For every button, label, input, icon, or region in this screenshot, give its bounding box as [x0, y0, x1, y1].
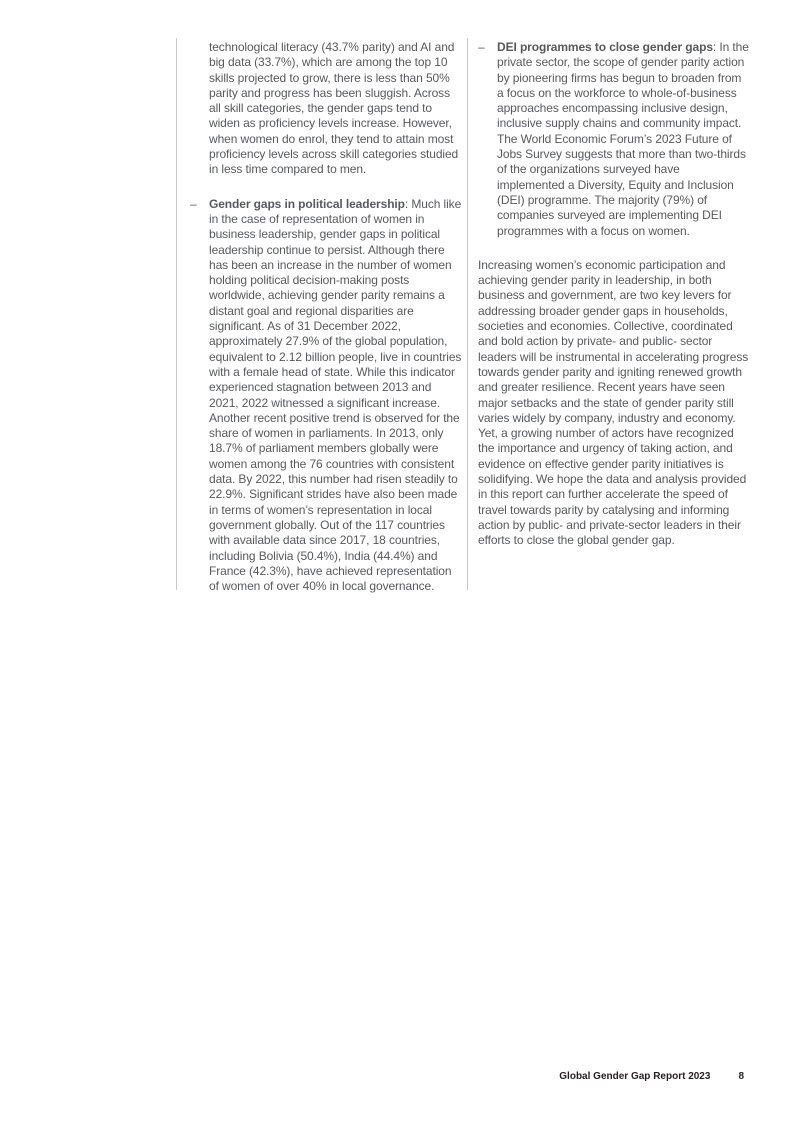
- continuation-paragraph: technological literacy (43.7% parity) and AI and big data (33.7%), which are among the top 10 skills projected to grow, there is less than 50% parity and progress has been sluggish. Across all skill categories, the gender gaps tend to widen as proficiency levels increase. However, when women do enrol, they tend to attain most proficiency levels across skill categories studied in less time compared to men.: [209, 40, 459, 177]
- left-column-rule: [176, 38, 177, 590]
- bullet-dash: –: [190, 196, 197, 211]
- left-column: [190, 40, 462, 594]
- page-number: 8: [738, 1071, 744, 1082]
- bullet-heading: DEI programmes to close gender gaps: [497, 40, 713, 54]
- bullet-body-text: : In the private sector, the scope of gender parity action by pioneering firms has begun to broaden from a focus on the workforce to whole-of-business approaches encompassing inclusive design, inclusive supply chains and community impact. The World Economic Forum’s 2023 Future of Jobs Survey suggests that more than two-thirds of the organizations surveyed have implemented a Diversity, Equity and Inclusion (DEI) programme. The majority (79%) of companies surveyed are implementing DEI programmes with a focus on women.: [497, 40, 749, 238]
- bullet-item-dei-programmes: [478, 40, 750, 239]
- bullet-item-political-leadership: [190, 197, 462, 595]
- report-title: Global Gender Gap Report 2023: [559, 1071, 711, 1082]
- right-column: [478, 40, 750, 549]
- column-divider-rule: [467, 38, 468, 590]
- closing-paragraph: Increasing women’s economic participation and achieving gender parity in leadership, in both business and government, are two key levers for addressing broader gender gaps in households, societies and economies. Collective, coordinated and bold action by private- and public- sector leaders will be instrumental in accelerating progress towards gender parity and igniting renewed growth and greater resilience. Recent years have seen major setbacks and the state of gender parity still varies widely by company, industry and economy. Yet, a growing number of actors have recognized the importance and urgency of taking action, and evidence on effective gender parity initiatives is solidifying. We hope the data and analysis provided in this report can further accelerate the speed of travel towards parity by catalysing and informing action by public- and private-sector leaders in their efforts to close the global gender gap.: [478, 257, 749, 548]
- page-footer: [559, 1071, 744, 1083]
- bullet-dash: –: [478, 40, 485, 54]
- bullet-heading: Gender gaps in political leadership: [209, 196, 405, 211]
- bullet-body-text: : Much like in the case of representation of women in business leadership, gender gaps in political leadership continue to persist. Although there has been an increase in the number of women holding political decision-making posts worldwide, achieving gender parity remains a distant goal and regional disparities are significant. As of 31 December 2022, approximately 27.9% of the global population, equivalent to 2.12 billion people, live in countries with a female head of state. While this indicator experienced stagnation between 2013 and 2021, 2022 witnessed a significant increase. Another recent positive trend is observed for the share of women in parliaments. In 2013, only 18.7% of parliament members globally were women among the 76 countries with consistent data. By 2022, this number had risen steadily to 22.9%. Significant strides have also been made in terms of women’s representation in local government globally. Out of the 117 countries with available data since 2017, 18 countries, including Bolivia (50.4%), India (44.4%) and France (42.3%), have achieved representation of women of over 40% in local governance.: [209, 196, 462, 594]
